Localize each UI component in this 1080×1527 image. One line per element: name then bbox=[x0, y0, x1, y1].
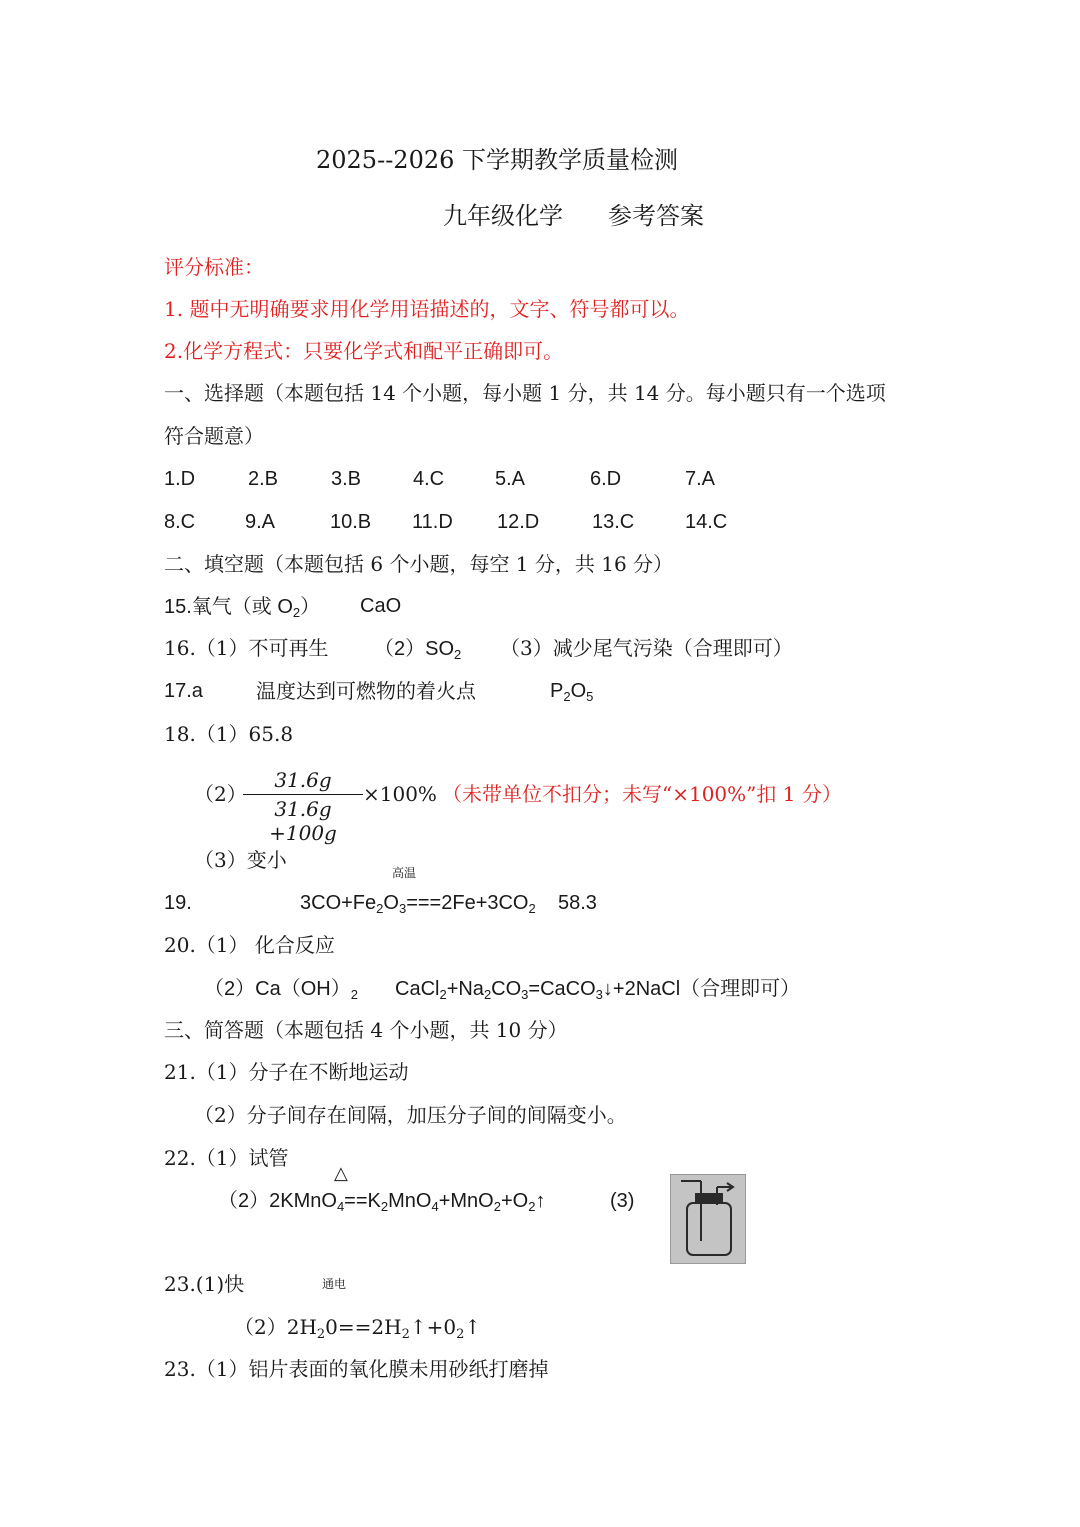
answer-11: 11.D bbox=[412, 511, 453, 533]
q16-answer-2: $(2)SO_2$ bbox=[374, 638, 462, 662]
q19-condition: 高温 bbox=[392, 866, 417, 880]
q18-numerator: 31.6g bbox=[274, 768, 332, 792]
section1-heading-cont: 符合题意） bbox=[164, 424, 264, 448]
q17-answer-c: $P_2O_5$ bbox=[550, 680, 594, 704]
q18-denominator: 31.6g +100g bbox=[269, 797, 337, 845]
grading-rule-2: 2.化学方程式：只要化学式和配平正确即可。 bbox=[164, 339, 564, 363]
q22-equation: $(2)2KMnO_4==K_2MnO_4+MnO_2+O_2↑$ bbox=[218, 1190, 546, 1214]
q18-multiplier: ×100% bbox=[363, 782, 437, 806]
q18-fraction bbox=[243, 768, 363, 845]
q16-answer-3: （3）减少尾气污染（合理即可） bbox=[500, 636, 793, 660]
answer-3: 3.B bbox=[331, 468, 362, 490]
q20-answer-2: $(2)Ca(OH)_2$ bbox=[204, 978, 358, 1002]
q15-answer-a: 15.氧气（或 $O_2$） bbox=[164, 594, 321, 620]
q22-answer-1: 22.（1）试管 bbox=[164, 1146, 289, 1170]
q24-answer-1: 23.（1）铝片表面的氧化膜未用砂纸打磨掉 bbox=[164, 1357, 549, 1381]
q23-answer-1: 23.(1)快 bbox=[164, 1272, 245, 1296]
gas-bottle-icon bbox=[671, 1175, 745, 1263]
answer-12: 12.D bbox=[497, 511, 540, 533]
answer-1: 1.D bbox=[164, 468, 196, 490]
q17-answer-b: 温度达到可燃物的着火点 bbox=[256, 679, 476, 703]
q19-equation: $3CO+Fe_2O_3===2Fe+3CO_2$ bbox=[300, 892, 536, 916]
q23-equation: $(2)2H_20==2H_2↑+0_2↑$ bbox=[234, 1315, 482, 1342]
q16-answer-1: 16.（1）不可再生 bbox=[164, 636, 329, 660]
answer-2: 2.B bbox=[248, 468, 279, 490]
section3-heading: 三、简答题（本题包括 4 个小题，共 10 分） bbox=[164, 1018, 568, 1042]
q15-answer-b: CaO bbox=[360, 595, 402, 617]
subtitle-answer: 参考答案 bbox=[608, 202, 704, 230]
answer-4: 4.C bbox=[413, 468, 445, 490]
q18-note: （未带单位不扣分；未写“×100%”扣 1 分） bbox=[442, 782, 842, 806]
q20-answer-1: 20.（1） 化合反应 bbox=[164, 933, 335, 957]
q21-answer-1: 21.（1）分子在不断地运动 bbox=[164, 1060, 409, 1084]
section2-heading: 二、填空题（本题包括 6 个小题，每空 1 分，共 16 分） bbox=[164, 552, 674, 576]
q18-answer-1: 18.（1）65.8 bbox=[164, 722, 294, 746]
grading-rule-1: 1. 题中无明确要求用化学用语描述的，文字、符号都可以。 bbox=[164, 297, 690, 321]
q21-answer-2: （2）分子间存在间隔，加压分子间的间隔变小。 bbox=[194, 1103, 627, 1127]
q17-answer-a: 17.a bbox=[164, 680, 203, 702]
answer-6: 6.D bbox=[590, 468, 622, 490]
answer-9: 9.A bbox=[245, 511, 276, 533]
fraction-bar bbox=[243, 794, 363, 795]
answer-5: 5.A bbox=[495, 468, 526, 490]
answer-13: 13.C bbox=[592, 511, 635, 533]
q22-heat-condition: △ bbox=[334, 1163, 348, 1184]
q20-equation: $CaCl_2+Na_2CO_3=CaCO_3↓+2NaCl$（合理即可） bbox=[395, 976, 801, 1002]
q18-label-2: （2） bbox=[194, 782, 247, 806]
q22-answer-3-label: (3) bbox=[610, 1190, 635, 1212]
answer-10: 10.B bbox=[330, 511, 372, 533]
answer-14: 14.C bbox=[685, 511, 728, 533]
grading-heading: 评分标准： bbox=[164, 255, 264, 279]
q23-condition: 通电 bbox=[322, 1277, 347, 1291]
q19-value: 58.3 bbox=[558, 892, 597, 914]
section1-heading: 一、选择题（本题包括 14 个小题，每小题 1 分，共 14 分。每小题只有一个选项 bbox=[164, 381, 886, 405]
q19-label: 19. bbox=[164, 892, 192, 914]
answer-8: 8.C bbox=[164, 511, 196, 533]
subtitle-subject: 九年级化学 bbox=[443, 202, 563, 230]
gas-bottle-image bbox=[670, 1174, 746, 1264]
answer-7: 7.A bbox=[685, 468, 716, 490]
q18-answer-3: （3）变小 bbox=[194, 848, 287, 872]
page-title: 2025--2026 下学期教学质量检测 bbox=[316, 146, 679, 174]
